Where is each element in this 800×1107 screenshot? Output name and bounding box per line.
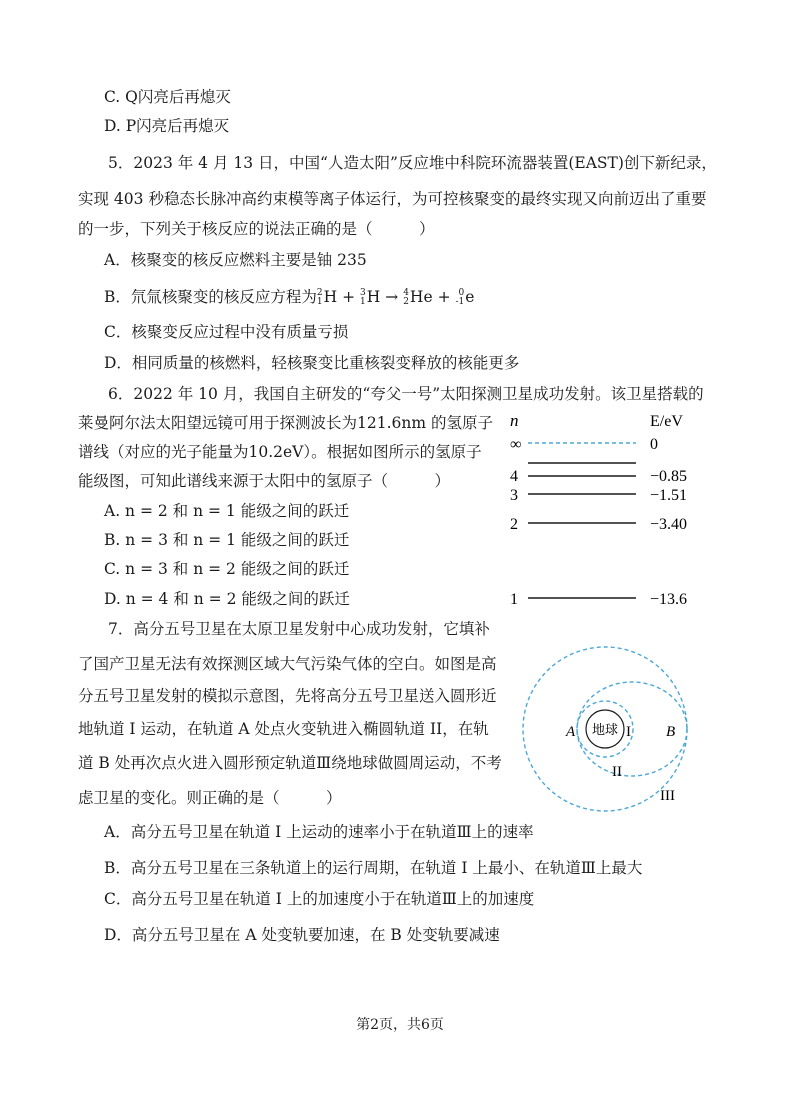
q6-option-a: A. n = 2 和 n = 1 能级之间的跃迁 xyxy=(104,502,350,520)
nuclide-deuterium: 2 1 H xyxy=(316,288,338,307)
q5-option-a: A．核聚变的核反应燃料主要是铀 235 xyxy=(104,251,367,269)
nuclide-tritium: 3 1 H xyxy=(360,288,381,307)
level-3-energy: −1.51 xyxy=(650,487,688,504)
q6-stem-line-1: 6．2022 年 10 月，我国自主研发的“夸父一号”太阳探测卫星成功发射。该卫星搭载的 xyxy=(108,385,704,403)
q5-stem-line-1: 5．2023 年 4 月 13 日，中国“人造太阳”反应堆中科院环流器装置(EAST)创下新纪录， xyxy=(108,154,717,172)
level-2-n: 2 xyxy=(510,516,518,533)
q7-option-c: C．高分五号卫星在轨道 I 上的加速度小于在轨道Ⅲ上的加速度 xyxy=(104,890,535,908)
q7-stem-line-3: 分五号卫星发射的模拟示意图，先将高分五号卫星送入圆形近 xyxy=(78,687,497,705)
q5-stem-line-2: 实现 403 秒稳态长脉冲高约束模等离子体运行，为可控核聚变的最终实现又向前迈出了重要 xyxy=(78,190,707,208)
q7-option-b: B．高分五号卫星在三条轨道上的运行周期，在轨道 I 上最小、在轨道Ⅲ上最大 xyxy=(104,859,643,877)
q6-stem-line-4: 能级图，可知此谱线来源于太阳中的氢原子（ ） xyxy=(78,472,451,490)
q7-stem-line-1: 7．高分五号卫星在太原卫星发射中心成功发射，它填补 xyxy=(108,620,490,638)
level-3-n: 3 xyxy=(510,487,518,504)
q4-option-d: D. P闪亮后再熄灭 xyxy=(104,117,230,135)
level-2-energy: −3.40 xyxy=(650,516,688,533)
q5-option-b-prefix: B．氘氚核聚变的核反应方程为 xyxy=(104,288,317,306)
plus-sign: + xyxy=(342,288,356,306)
level-1-energy: −13.6 xyxy=(650,591,688,608)
q5-option-b xyxy=(104,286,474,308)
earth-label: 地球 xyxy=(591,722,619,737)
q7-stem-line-6: 虑卫星的变化。则正确的是（ ） xyxy=(78,789,342,807)
q7-stem-line-5: 道 B 处再次点火进入圆形预定轨道Ⅲ绕地球做圆周运动，不考 xyxy=(78,754,502,772)
q5-stem-line-3: 的一步，下列关于核反应的说法正确的是（ ） xyxy=(78,220,435,238)
energy-level-diagram xyxy=(500,408,700,613)
level-4-energy: −0.85 xyxy=(650,468,688,485)
q7-stem-line-4: 地轨道 I 运动，在轨道 A 处点火变轨进入椭圆轨道 II，在轨 xyxy=(78,720,489,738)
q5-option-d: D．相同质量的核燃料，轻核聚变比重核裂变释放的核能更多 xyxy=(104,354,520,372)
orbit-diagram xyxy=(510,633,700,813)
page-footer: 第2页，共6页 xyxy=(356,1017,444,1033)
q4-option-c: C. Q闪亮后再熄灭 xyxy=(104,88,231,106)
level-inf-energy: 0 xyxy=(650,436,658,453)
reaction-arrow: → xyxy=(385,288,399,306)
orbit-i-label: I xyxy=(626,724,631,740)
level-1-n: 1 xyxy=(510,591,518,608)
point-b-label: B xyxy=(666,724,676,740)
point-a-label: A xyxy=(566,724,576,740)
nuclide-helium: 4 2 He xyxy=(403,288,433,307)
level-4-n: 4 xyxy=(510,468,518,485)
q6-option-d: D. n = 4 和 n = 2 能级之间的跃迁 xyxy=(104,590,350,608)
q6-stem-line-2: 莱曼阿尔法太阳望远镜可用于探测波长为121.6nm 的氢原子 xyxy=(78,414,493,432)
q6-stem-line-3: 谱线（对应的光子能量为10.2eV）。根据如图所示的氢原子 xyxy=(78,443,482,461)
plus-sign: + xyxy=(437,288,451,306)
energy-axis-label: E/eV xyxy=(650,413,683,430)
orbit-ii-label: II xyxy=(612,764,622,780)
q5-option-c: C．核聚变反应过程中没有质量亏损 xyxy=(104,323,349,341)
q7-option-a: A．高分五号卫星在轨道 I 上运动的速率小于在轨道Ⅲ上的速率 xyxy=(104,823,534,841)
orbit-iii-label: III xyxy=(660,788,675,804)
q7-stem-line-2: 了国产卫星无法有效探测区域大气污染气体的空白。如图是高 xyxy=(78,655,497,673)
q6-option-b: B. n = 3 和 n = 1 能级之间的跃迁 xyxy=(104,531,350,549)
q7-option-d: D．高分五号卫星在 A 处变轨要加速，在 B 处变轨要减速 xyxy=(104,926,500,944)
q6-option-c: C. n = 3 和 n = 2 能级之间的跃迁 xyxy=(104,560,350,578)
level-inf-n: ∞ xyxy=(510,436,522,453)
n-axis-label: n xyxy=(510,411,519,430)
nuclide-electron: 0 -1 e xyxy=(455,288,475,307)
